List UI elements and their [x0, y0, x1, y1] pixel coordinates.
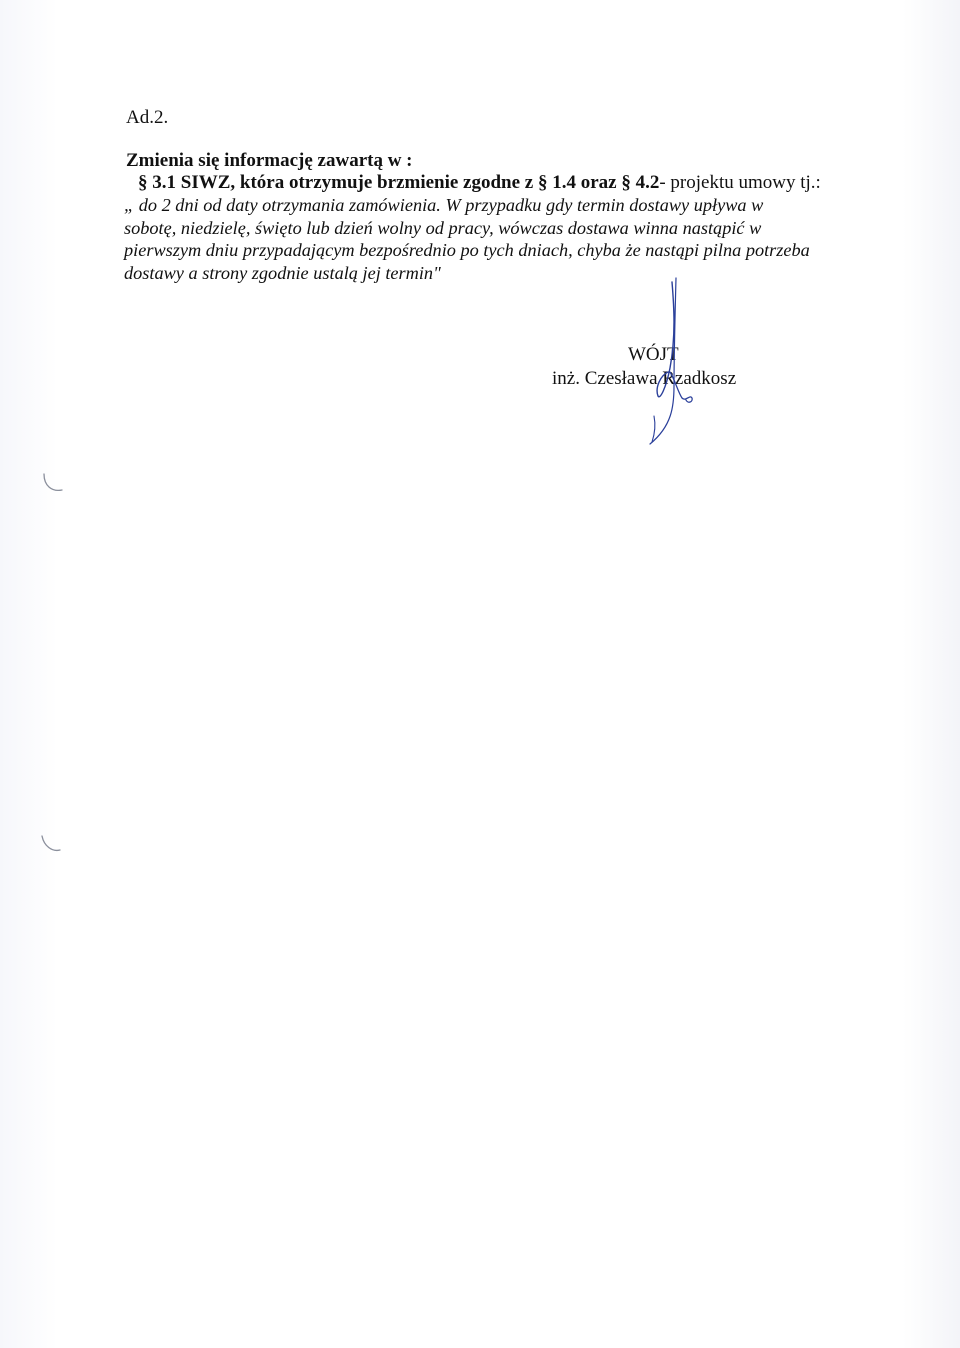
reference-bold: § 3.1 SIWZ, która otrzymuje brzmienie zgodne z § 1.4 oraz § 4.2 — [138, 172, 660, 193]
intro-text: Zmienia się informację zawartą w : — [126, 150, 413, 171]
quoted-paragraph — [124, 194, 824, 284]
quote-line-4: dostawy a strony zgodnie ustalą jej termin" — [124, 262, 441, 283]
punch-hole-mark-icon — [38, 830, 64, 856]
quote-line-2: sobotę, niedzielę, święto lub dzień wolny od pracy, wówczas dostawa winna nastąpić w — [124, 217, 762, 238]
quote-line-1: „ do 2 dni od daty otrzymania zamówienia. W przypadku gdy termin dostawy upływa w — [124, 195, 764, 215]
reference-line — [138, 172, 821, 194]
punch-hole-mark-icon — [40, 470, 66, 496]
quote-line-3: pierwszym dniu przypadającym bezpośrednio po tych dniach, chyba że nastąpi pilna potrzeba — [124, 240, 810, 260]
signatory-title: WÓJT — [628, 344, 679, 365]
signatory-name: inż. Czesława Rzadkosz — [552, 368, 737, 389]
section-heading: Ad.2. — [126, 107, 169, 128]
reference-normal: - projektu umowy tj.: — [659, 172, 821, 193]
handwritten-signature-icon — [630, 276, 720, 446]
